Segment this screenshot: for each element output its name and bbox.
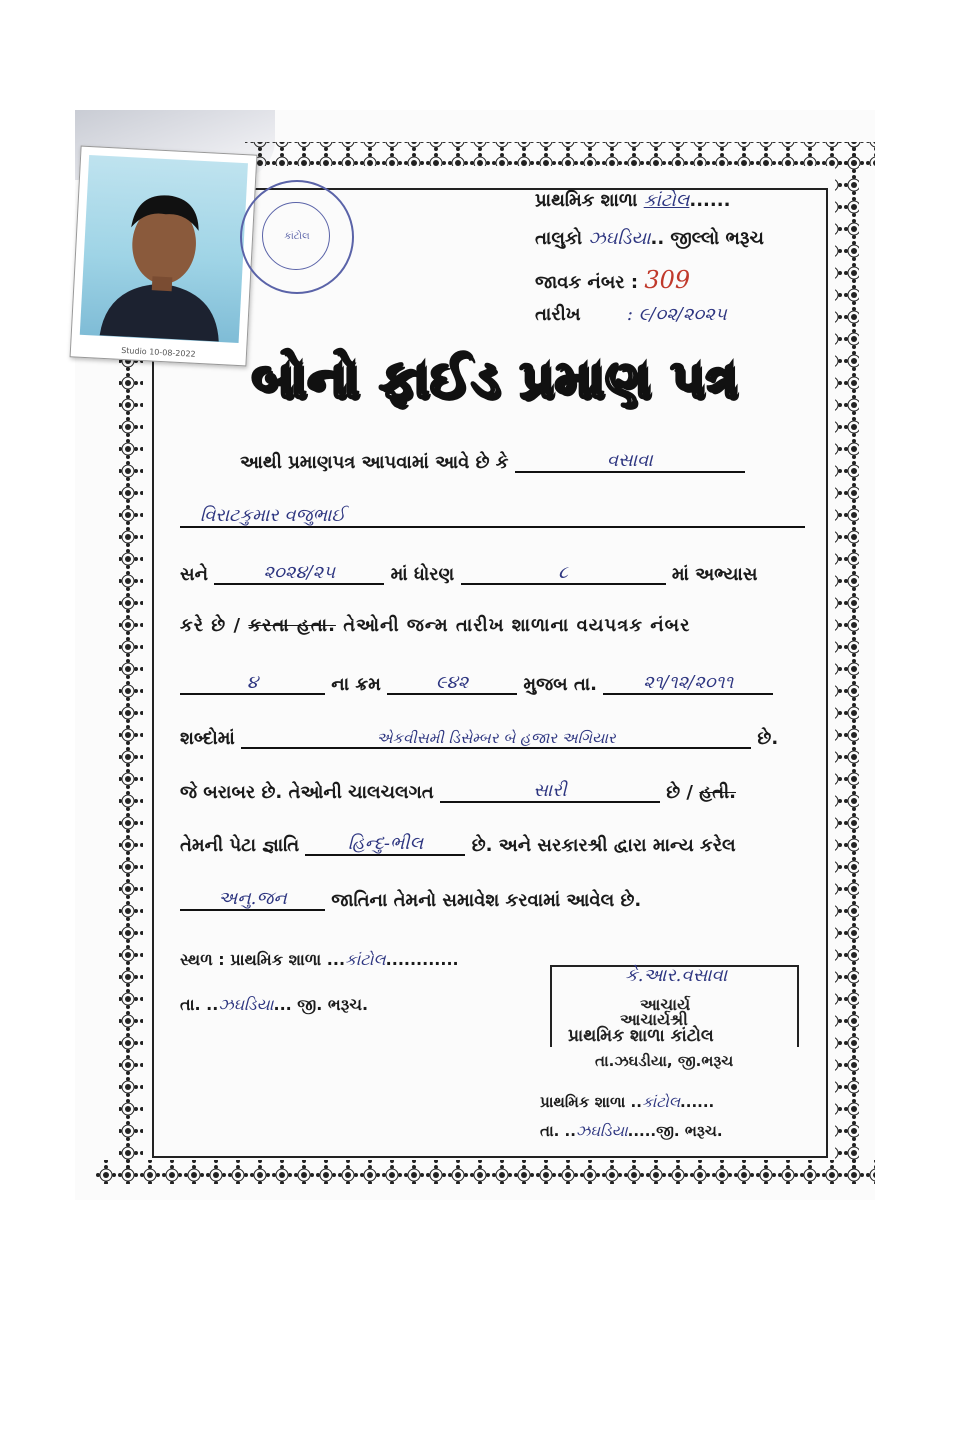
year-value: ૨૦૨૪/૨૫ — [263, 562, 336, 583]
header-date: તારીખ : ૯/૦૨/૨૦૨૫ — [535, 304, 727, 325]
body-category-line: અનુ.જન જાતિના તેમનો સમાવેશ કરવામાં આવેલ છે. — [180, 888, 641, 911]
header-taluka: તાલુકો ઝઘડિયા.. જીલ્લો ભરૂચ — [535, 228, 764, 249]
dob-words-value: એકવીસમી ડિસેમ્બર બે હજાર અગિયાર — [376, 729, 616, 747]
std-value: ૮ — [558, 562, 568, 583]
body-words-line: શબ્દોમાં એકવીસમી ડિસેમ્બર બે હજાર અગિયાર છે. — [180, 728, 779, 749]
header-inward-value: 309 — [644, 266, 691, 294]
body-name-line — [180, 505, 805, 528]
dob-value: ૨૧/૧૨/૨૦૧૧ — [643, 672, 734, 693]
footer-taluka: તા. ..ઝઘડિયા... જી. ભરૂચ. — [180, 995, 369, 1014]
principal-title-2: આચાર્યશ્રી — [620, 1010, 688, 1029]
footer-taluka-value: ઝઘડિયા — [218, 995, 274, 1014]
body-year-line: સને ૨૦૨૪/૨૫ માં ધોરણ ૮ માં અભ્યાસ — [180, 562, 758, 585]
body-register-line: ૪ ના ક્રમ ૯૪૨ મુજબ તા. ૨૧/૧૨/૨૦૧૧ — [180, 672, 773, 695]
body-caste-line: તેમની પેટા જ્ઞાતિ હિન્દુ-ભીલ છે. અને સરકારશ્રી દ્વારા માન્ય કરેલ — [180, 833, 736, 856]
body-intro-line: આથી પ્રમાણપત્ર આપવામાં આવે છે કે વસાવા — [240, 450, 745, 473]
stamp-taluka-line: તા. ..ઝઘડિયા.....જી. ભરૂચ. — [540, 1122, 723, 1140]
header-date-value: : ૯/૦૨/૨૦૨૫ — [626, 304, 727, 325]
body-conduct-line: જે બરાબર છે. તેઓની ચાલચલગત સારી છે / હતી. — [180, 780, 736, 803]
footer-place-value: કાંટોલ — [345, 950, 386, 969]
surname-value: વસાવા — [606, 450, 653, 471]
fullname-value: વિરાટકુમાર વજુભાઈ — [200, 505, 346, 526]
footer-place: સ્થળ : પ્રાથમિક શાળા ...કાંટોલ............ — [180, 950, 459, 969]
principal-signature: કે.આર.વસાવા — [625, 965, 728, 986]
student-portrait-image — [80, 155, 248, 343]
principal-school: પ્રાથમિક શાળા કાંટોલ — [568, 1026, 714, 1046]
certificate-title: બોનો ફાઈડ પ્રમાણ પત્ર — [251, 350, 739, 410]
body-does-line: કરે છે / કરતા હતા. તેઓની જન્મ તારીખ શાળાના વયપત્રક નંબર — [180, 615, 691, 636]
stamp-school-line: પ્રાથમિક શાળા ..કાંટોલ...... — [540, 1093, 715, 1111]
stamp-school-value: કાંટોલ — [641, 1093, 681, 1111]
header-taluka-value: ઝઘડિયા — [588, 228, 651, 249]
school-stamp-text: કાંટોલ — [284, 231, 310, 242]
category-value: અનુ.જન — [218, 888, 287, 909]
stamp-taluka-value: ઝઘડિયા — [575, 1122, 628, 1140]
header-school-value: કાંટોલ — [643, 190, 690, 211]
principal-address: તા.ઝઘડીયા, જી.ભરૂચ — [595, 1052, 734, 1070]
header-inward: જાવક નંબર : 309 — [535, 266, 691, 294]
school-stamp — [240, 180, 354, 294]
conduct-value: સારી — [533, 780, 567, 801]
header-school: પ્રાથમિક શાળા કાંટોલ...... — [535, 190, 731, 211]
serial-value: ૯૪૨ — [435, 672, 469, 693]
principal-title: આચાર્ય — [640, 995, 691, 1014]
student-photo — [70, 146, 258, 367]
register-value: ૪ — [246, 672, 259, 693]
photo-caption: Studio 10-08-2022 — [120, 345, 196, 359]
caste-value: હિન્દુ-ભીલ — [347, 833, 424, 854]
